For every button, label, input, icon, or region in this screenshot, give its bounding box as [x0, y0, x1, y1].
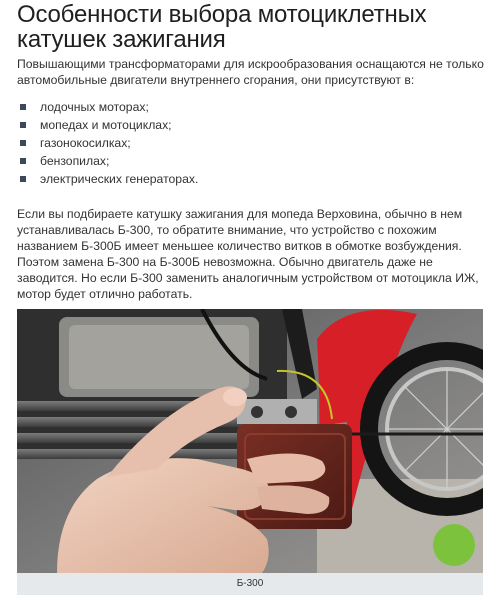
list-item: [17, 134, 198, 152]
body-paragraph: Если вы подбираете катушку зажигания для мопеда Верховина, обычно в нем устанавливалась Б-300, то обратите внимание, что устройство с похожим названием Б-300Б имеет меньшее количество витков в обмотке возбуждения. Поэтом замена Б-300 на Б-300Б невозможна. Обычно двигатель даже не заводится. Но если Б-300 заменить аналогичным устройством от мотоцикла ИЖ, мотор будет отлично работать.: [17, 207, 479, 301]
list-item: [17, 116, 198, 134]
list-item-text: лодочных моторах;: [40, 100, 149, 114]
list-item-text: электрических генераторах.: [40, 172, 199, 186]
list-item: [17, 170, 198, 188]
ignition-coil-photo: [17, 309, 483, 573]
green-badge-icon: [433, 524, 475, 566]
intro-paragraph: Повышающими трансформаторами для искрообразования оснащаются не только автомобильные двигатели внутреннего сгорания, они присутствуют в:: [17, 57, 484, 87]
application-list: [17, 98, 198, 188]
square-bullet-icon: [20, 104, 26, 110]
list-item-text: бензопилах;: [40, 154, 110, 168]
list-item: [17, 98, 198, 116]
square-bullet-icon: [20, 176, 26, 182]
square-bullet-icon: [20, 122, 26, 128]
list-item-text: газонокосилках;: [40, 136, 131, 150]
list-item-text: мопедах и мотоциклах;: [40, 118, 172, 132]
list-item: [17, 152, 198, 170]
square-bullet-icon: [20, 158, 26, 164]
article-figure: [17, 309, 483, 595]
article-title: Особенности выбора мотоциклетных катушек зажигания: [17, 1, 427, 53]
square-bullet-icon: [20, 140, 26, 146]
figure-caption: Б-300: [17, 573, 483, 595]
